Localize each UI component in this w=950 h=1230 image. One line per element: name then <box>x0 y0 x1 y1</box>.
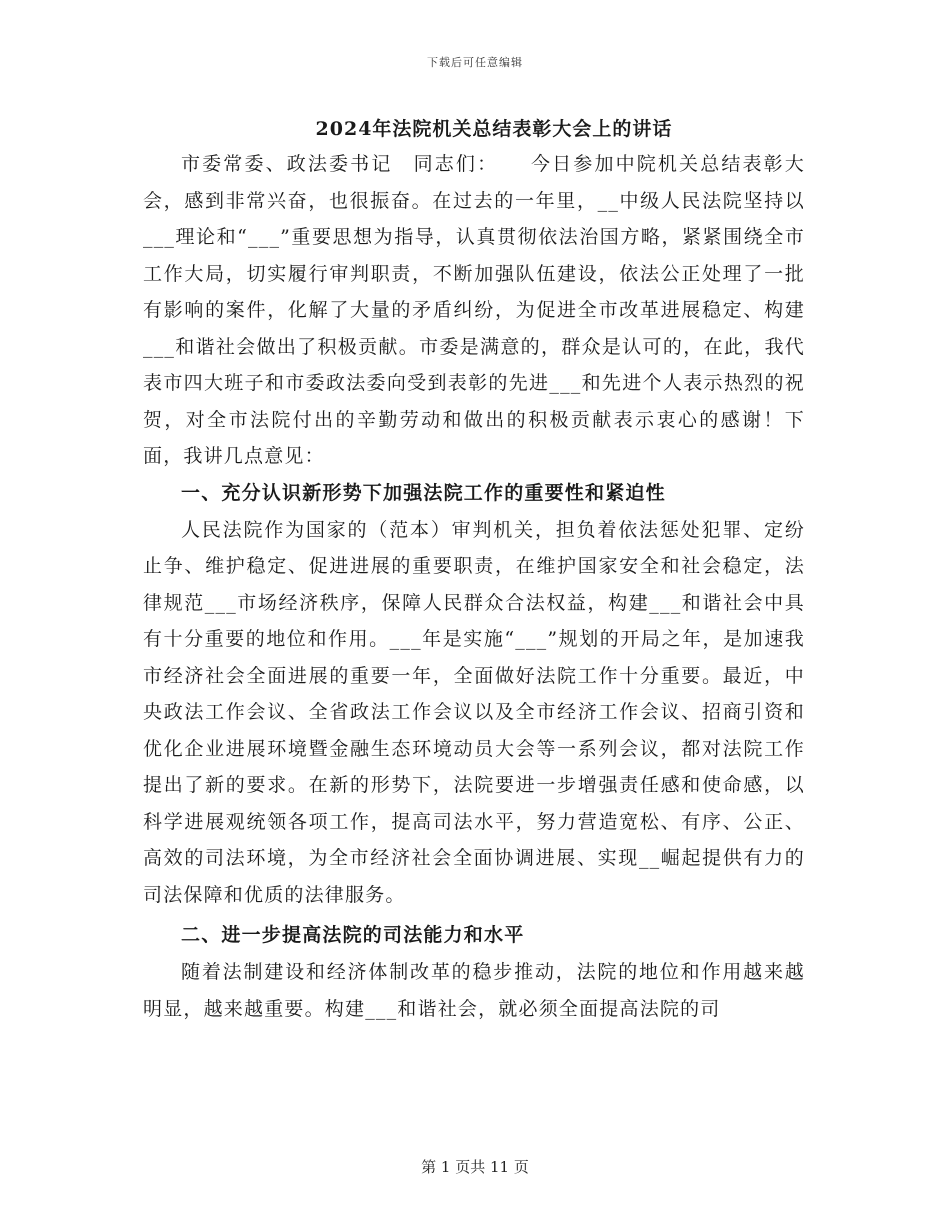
document-title: 2024年法院机关总结表彰大会上的讲话 <box>315 118 673 140</box>
page-header-note: 下载后可任意编辑 <box>427 56 523 69</box>
section-heading-1: 一、充分认识新形势下加强法院工作的重要性和紧迫性 <box>181 481 666 504</box>
section-heading-2: 二、进一步提高法院的司法能力和水平 <box>181 924 525 946</box>
paragraph-section-1: 人民法院作为国家的（范本）审判机关，担负着依法惩处犯罪、定纷止争、维护稳定、促进进展的重要职责，在维护国家安全和社会稳定，法律规范___市场经济秩序，保障人民群众合法权益，构建___和谐社会中具有十分重要的地位和作用。___年是实施“___”规划的开局之年，是加速我市经济社会全面进展的重要一年，全面做好法院工作十分重要。最近，中央政法工作会议、全省政法工作会议以及全市经济工作会议、招商引资和优化企业进展环境暨金融生态环境动员大会等一系列会议，都对法院工作提出了新的要求。在新的形势下，法院要进一步增强责任感和使命感，以科学进展观统领各项工作，提高司法水平，努力营造宽松、有序、公正、高效的司法环境，为全市经济社会全面协调进展、实现__崛起提供有力的司法保障和优质的法律服务。 <box>143 518 805 906</box>
document-body <box>143 112 805 1027</box>
paragraph-section-2: 随着法制建设和经济体制改革的稳步推动，法院的地位和作用越来越明显，越来越重要。构建___和谐社会，就必须全面提高法院的司 <box>143 961 805 1020</box>
page-footer: 第 1 页共 11 页 <box>421 1158 529 1176</box>
paragraph-opening: 市委常委、政法委书记 同志们： 今日参加中院机关总结表彰大会，感到非常兴奋，也很振奋。在过去的一年里，__中级人民法院坚持以___理论和“___”重要思想为指导，认真贯彻依法治国方略，紧紧围绕全市工作大局，切实履行审判职责，不断加强队伍建设，依法公正处理了一批有影响的案件，化解了大量的矛盾纠纷，为促进全市改革进展稳定、构建___和谐社会做出了积极贡献。市委是满意的，群众是认可的，在此，我代表市四大班子和市委政法委向受到表彰的先进___和先进个人表示热烈的祝贺，对全市法院付出的辛勤劳动和做出的积极贡献表示衷心的感谢！下面，我讲几点意见： <box>143 153 805 467</box>
